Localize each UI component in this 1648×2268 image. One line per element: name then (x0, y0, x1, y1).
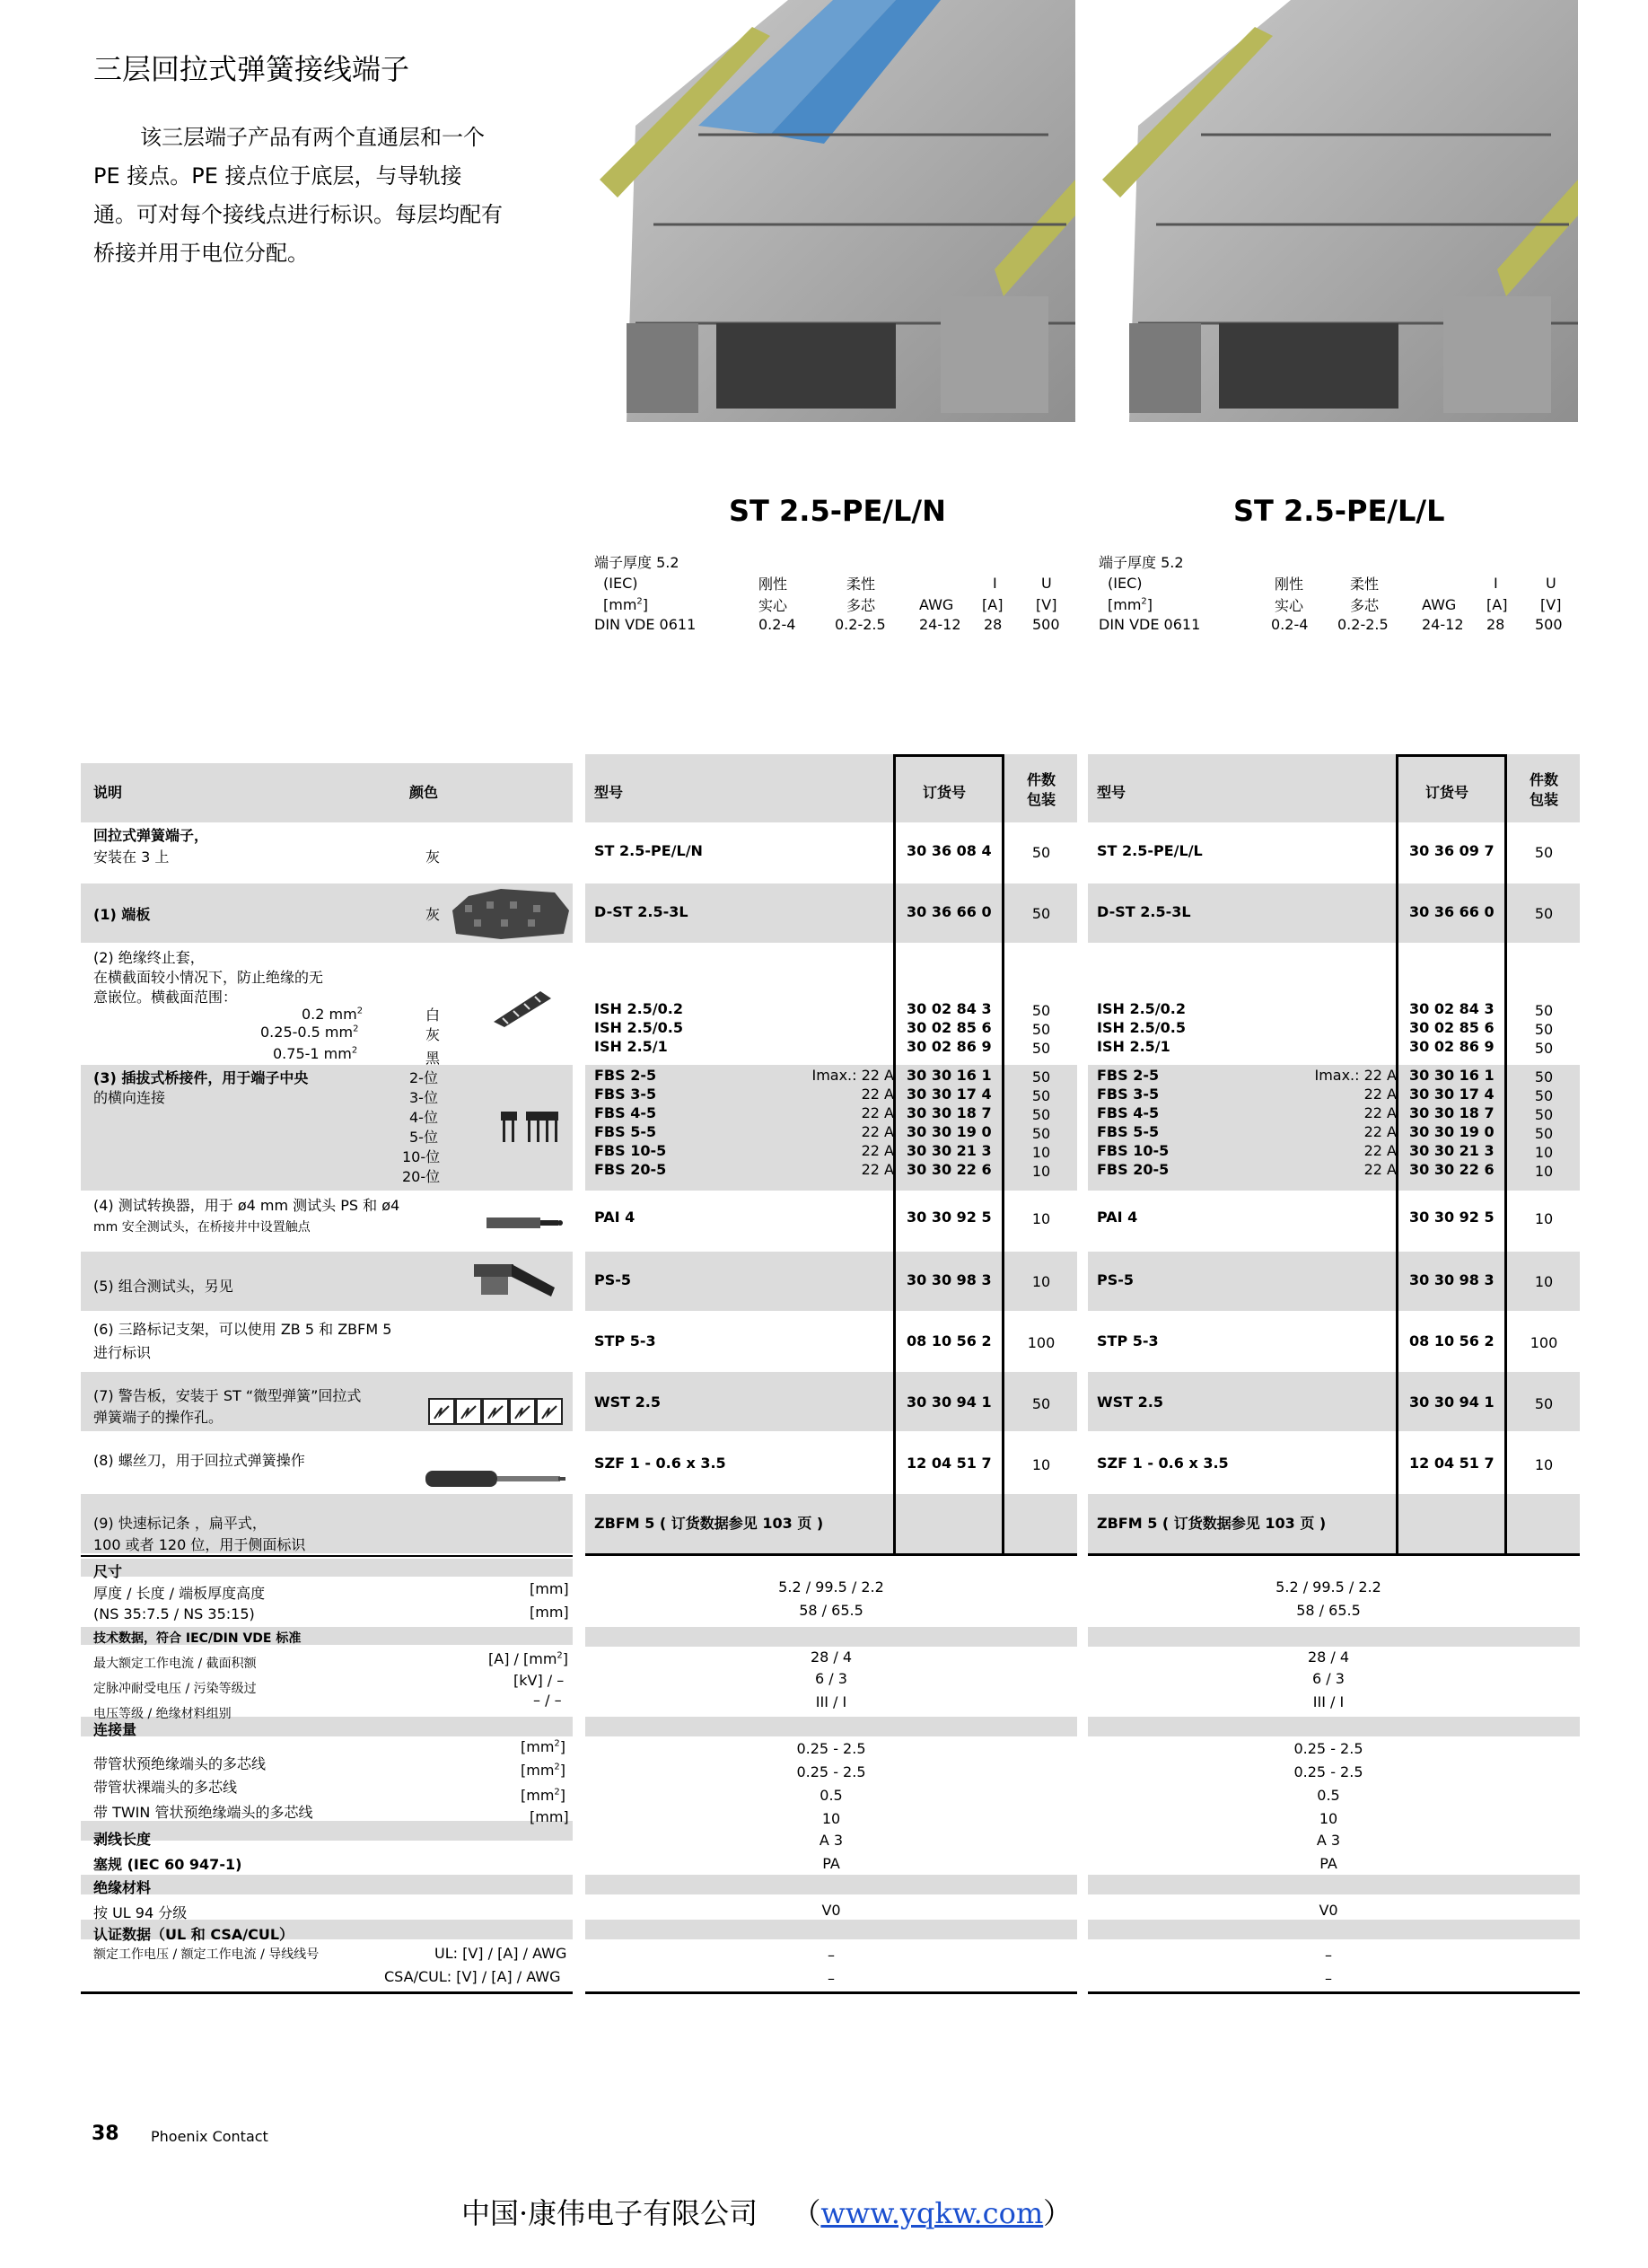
table-row: FBS 3-5 (594, 1086, 657, 1103)
pack-quantity: 100 (1027, 1334, 1056, 1351)
product-name-1: ST 2.5-PE/L/N (729, 494, 946, 528)
pack-quantity: 50 (1534, 1395, 1554, 1412)
pack-quantity: 50 (1031, 1087, 1051, 1104)
table-head-pack: 件数 (1026, 771, 1056, 788)
data-value-tech3: III / I (815, 1693, 847, 1710)
order-number: 30 36 66 0 (907, 903, 992, 920)
pack-quantity: 50 (1031, 1106, 1051, 1123)
order-number: 30 30 21 3 (907, 1142, 992, 1159)
spec-block-1: 端子厚度 5.2 (IEC) $[mm^2]$ 刚性 柔性 I U 实心 多芯 AWG [A] [V] DIN VDE 0611 0.2-4 0.2-2.5 24-12 28 500 (594, 554, 1060, 633)
data-value-gauge: A 3 (1316, 1832, 1341, 1849)
pack-quantity: 10 (1031, 1273, 1051, 1290)
table-row: STP 5-3 (1097, 1332, 1159, 1349)
imax-value: Imax.: 22 A (1314, 1067, 1397, 1084)
imax-value: 22 A (861, 1104, 894, 1121)
pack-quantity: 10 (1534, 1210, 1554, 1227)
table-row: ISH 2.5/0.2 (1097, 1000, 1186, 1017)
data-value-mat: PA (1319, 1855, 1337, 1872)
table-head-order: 订货号 (1425, 784, 1469, 801)
imax-value: 22 A (861, 1123, 894, 1140)
table-row: ISH 2.5/1 (594, 1038, 668, 1055)
table-row: SZF 1 - 0.6 x 3.5 (1097, 1455, 1229, 1472)
order-number: 08 10 56 2 (907, 1332, 992, 1349)
data-value-dim2: 58 / 65.5 (799, 1602, 863, 1619)
data-value-conn3: 0.5 (1317, 1787, 1340, 1804)
pack-quantity: 50 (1031, 1002, 1051, 1019)
imax-value: 22 A (1363, 1104, 1397, 1121)
table-row: FBS 5-5 (594, 1123, 657, 1140)
data-value-gauge: A 3 (819, 1832, 844, 1849)
pack-quantity: 50 (1534, 905, 1554, 922)
order-number: 30 30 21 3 (1409, 1142, 1495, 1159)
description-column: 说明 颜色 回拉式弹簧端子， 安装在 3 上 灰 (1) 端板 灰 (2) 绝缘终止套， 在横截面较小情况下，防止绝缘的无 意嵌位。横截面范围： 0.2 $mm^2$ 0.25-0.5 $mm^2$ 0.75-1 $mm^2$ 白 灰 黑 (3) 插拔式桥接件，用于端子中央 的横向连接 2-位 3-位 4-位 5-位 10-位 20-位 (4) 测试转换器，用于 ø4 mm 测试头 PS 和 ø4 mm 安全测试头，在桥接井中设置触点 (5) 组合测试头，另见 (6) 三路标记支架，可以使用 ZB 5 和 ZBFM 5 进行标识 (7) 警告板，安装于 ST “微型弹簧”回拉式 弹簧端子的操作孔。 (8) 螺丝刀，用于回拉式弹簧操作 (9) 快速标记条 ，扁平式， 100 或者 120 位，用于侧面标识 尺寸 厚度 / 长度 / 端板厚度高度 [mm] (NS 35:7.5 / NS 35:15) [mm] 技术数据，符合 IEC/DIN VDE 标准 最大额定工作电流 / 截面积额 $[A] / [mm^2]$ 定脉冲耐受电压 / 污染等级过 [kV] / – 电压等级 / 绝缘材料组别 – / – 连接量 $[mm^2]$ 带管状预绝缘端头的多芯线 $[mm^2]$ 带管状裸端头的多芯线 $[mm^2]$ 带 TWIN 管状预绝缘端头的多芯线 [mm] 剥线长度 塞规 (IEC 60 947-1) 绝缘材料 按 UL 94 分级 认证数据（UL 和 CSA/CUL） 额定工作电压 / 额定工作电流 / 导线线号 UL: [V] / [A] / AWG CSA/CUL: [V] / [A] / AWG (93, 784, 569, 1985)
pack-quantity: 10 (1534, 1144, 1554, 1161)
spec-block-2: 端子厚度 5.2 (IEC) $[mm^2]$ 刚性 柔性 I U 实心 多芯 AWG [A] [V] DIN VDE 0611 0.2-4 0.2-2.5 24-12 28 500 (1099, 554, 1563, 633)
data-value-csa: – (1325, 1970, 1332, 1987)
imax-value: 22 A (861, 1086, 894, 1103)
pack-quantity: 10 (1534, 1273, 1554, 1290)
table-row: FBS 10-5 (594, 1142, 667, 1159)
table-row: ST 2.5-PE/L/N (594, 842, 703, 859)
pack-quantity: 10 (1031, 1144, 1051, 1161)
order-number: 30 30 98 3 (1409, 1271, 1495, 1288)
order-number: 30 30 92 5 (1409, 1209, 1495, 1226)
page-number: 38 (92, 2123, 119, 2145)
data-value-tech2: 6 / 3 (815, 1670, 847, 1687)
pack-quantity: 50 (1031, 1021, 1051, 1038)
pack-quantity: 50 (1031, 844, 1051, 861)
table-row: FBS 4-5 (1097, 1104, 1160, 1121)
table-head-pack: 包装 (1026, 791, 1056, 808)
order-number: 30 02 85 6 (907, 1019, 992, 1036)
order-number: 30 30 17 4 (907, 1086, 992, 1103)
pack-quantity: 10 (1031, 1163, 1051, 1180)
order-number: 30 30 94 1 (1409, 1393, 1495, 1411)
order-number: 30 30 18 7 (907, 1104, 992, 1121)
pack-quantity: 10 (1534, 1456, 1554, 1473)
table-row: PAI 4 (1097, 1209, 1138, 1226)
table-row: ISH 2.5/0.5 (594, 1019, 683, 1036)
table-row: WST 2.5 (594, 1393, 661, 1411)
order-number: 30 02 85 6 (1409, 1019, 1495, 1036)
table-row: D-ST 2.5-3L (594, 903, 688, 920)
pack-quantity: 10 (1031, 1456, 1051, 1473)
table-row: FBS 10-5 (1097, 1142, 1170, 1159)
imax-value: 22 A (1363, 1086, 1397, 1103)
data-value-dim1: 5.2 / 99.5 / 2.2 (1275, 1578, 1381, 1596)
order-number: 30 02 86 9 (907, 1038, 992, 1055)
table-row: ISH 2.5/1 (1097, 1038, 1170, 1055)
pack-quantity: 50 (1534, 1125, 1554, 1142)
pack-quantity: 10 (1031, 1210, 1051, 1227)
data-value-ul: – (1325, 1947, 1332, 1964)
order-number: 30 36 09 7 (1409, 842, 1495, 859)
page-title: 三层回拉式弹簧接线端子 (93, 52, 410, 86)
table-row: FBS 3-5 (1097, 1086, 1160, 1103)
order-number: 30 02 84 3 (907, 1000, 992, 1017)
imax-value: Imax.: 22 A (811, 1067, 894, 1084)
pack-quantity: 10 (1534, 1163, 1554, 1180)
data-value-conn1: 0.25 - 2.5 (1293, 1740, 1363, 1757)
insulation-stop-image (490, 986, 555, 1029)
table-row: FBS 20-5 (594, 1161, 667, 1178)
table-head-pack: 件数 (1529, 771, 1558, 788)
table-head-type: 型号 (1097, 784, 1126, 801)
brand-name: Phoenix Contact (151, 2128, 268, 2145)
order-number: 08 10 56 2 (1409, 1332, 1495, 1349)
table-row: FBS 5-5 (1097, 1123, 1160, 1140)
data-value-dim2: 58 / 65.5 (1296, 1602, 1361, 1619)
table-row: WST 2.5 (1097, 1393, 1163, 1411)
order-number: 30 30 19 0 (907, 1123, 992, 1140)
pack-quantity: 50 (1534, 1087, 1554, 1104)
footer-company: 中国·康伟电子有限公司 （www.yqkw.com） (461, 2196, 1073, 2230)
data-value-csa: – (828, 1970, 835, 1987)
pack-quantity: 50 (1534, 844, 1554, 861)
intro-text: 该三层端子产品有两个直通层和一个 PE 接点。PE 接点位于底层，与导轨接 通。可对每个接线点进行标识。每层均配有 桥接并用于电位分配。 (93, 125, 503, 266)
order-number: 30 30 16 1 (1409, 1067, 1495, 1084)
pack-quantity: 50 (1534, 1040, 1554, 1057)
data-value-conn3: 0.5 (820, 1787, 843, 1804)
data-value-ul94: V0 (821, 1902, 841, 1919)
data-value-tech1: 28 / 4 (1307, 1648, 1350, 1666)
data-value-strip: 10 (821, 1810, 841, 1827)
table-row: PS-5 (1097, 1271, 1135, 1288)
order-number: 30 30 92 5 (907, 1209, 992, 1226)
pack-quantity: 50 (1534, 1068, 1554, 1086)
table-row: PAI 4 (594, 1209, 636, 1226)
end-plate-image (447, 883, 573, 943)
data-value-tech2: 6 / 3 (1312, 1670, 1345, 1687)
data-value-conn2: 0.25 - 2.5 (796, 1763, 866, 1780)
order-number: 30 30 16 1 (907, 1067, 992, 1084)
product-image-pe-l-n (600, 0, 1075, 426)
table-row: ISH 2.5/0.5 (1097, 1019, 1186, 1036)
order-number: 12 04 51 7 (1409, 1455, 1495, 1472)
table-head-order: 订货号 (923, 784, 967, 801)
order-number: 30 36 08 4 (907, 842, 992, 859)
order-number: 30 30 98 3 (907, 1271, 992, 1288)
table-row: FBS 2-5 (1097, 1067, 1160, 1084)
pack-quantity: 50 (1534, 1002, 1554, 1019)
imax-value: 22 A (861, 1142, 894, 1159)
data-value-ul94: V0 (1319, 1902, 1338, 1919)
pack-quantity: 50 (1031, 1040, 1051, 1057)
data-value-tech1: 28 / 4 (810, 1648, 853, 1666)
table-row: STP 5-3 (594, 1332, 656, 1349)
table-row: PS-5 (594, 1271, 632, 1288)
table-head-type: 型号 (594, 784, 624, 801)
order-number: 30 30 17 4 (1409, 1086, 1495, 1103)
table-row: FBS 20-5 (1097, 1161, 1170, 1178)
table-row: ST 2.5-PE/L/L (1097, 842, 1203, 859)
imax-value: 22 A (1363, 1142, 1397, 1159)
pack-quantity: 50 (1031, 905, 1051, 922)
pack-quantity: 100 (1530, 1334, 1558, 1351)
data-value-strip: 10 (1319, 1810, 1338, 1827)
order-number: 30 02 84 3 (1409, 1000, 1495, 1017)
table-row: FBS 2-5 (594, 1067, 657, 1084)
data-value-conn2: 0.25 - 2.5 (1293, 1763, 1363, 1780)
table-row: FBS 4-5 (594, 1104, 657, 1121)
test-plug-image (472, 1261, 558, 1302)
pack-quantity: 50 (1031, 1125, 1051, 1142)
table-row: D-ST 2.5-3L (1097, 903, 1191, 920)
table-head-pack: 包装 (1529, 791, 1558, 808)
order-number: 30 30 19 0 (1409, 1123, 1495, 1140)
data-value-dim1: 5.2 / 99.5 / 2.2 (778, 1578, 884, 1596)
screwdriver-image (424, 1464, 567, 1494)
product-name-2: ST 2.5-PE/L/L (1233, 494, 1445, 528)
company-url-link[interactable]: www.yqkw.com (820, 2196, 1044, 2230)
data-value-conn1: 0.25 - 2.5 (796, 1740, 866, 1757)
table-row: ZBFM 5 ( 订货数据参见 103 页 ) (594, 1515, 824, 1532)
pack-quantity: 50 (1534, 1021, 1554, 1038)
order-number: 30 30 94 1 (907, 1393, 992, 1411)
imax-value: 22 A (1363, 1161, 1397, 1178)
data-value-ul: – (828, 1947, 835, 1964)
test-adapter-image (483, 1210, 564, 1235)
order-number: 30 30 22 6 (907, 1161, 992, 1178)
table-row: SZF 1 - 0.6 x 3.5 (594, 1455, 726, 1472)
pack-quantity: 50 (1534, 1106, 1554, 1123)
imax-value: 22 A (1363, 1123, 1397, 1140)
order-number: 30 30 18 7 (1409, 1104, 1495, 1121)
table-row: ISH 2.5/0.2 (594, 1000, 683, 1017)
warning-plate-image (425, 1393, 569, 1429)
imax-value: 22 A (861, 1161, 894, 1178)
pack-quantity: 50 (1031, 1395, 1051, 1412)
order-number: 30 02 86 9 (1409, 1038, 1495, 1055)
order-number: 30 30 22 6 (1409, 1161, 1495, 1178)
table-row: ZBFM 5 ( 订货数据参见 103 页 ) (1097, 1515, 1327, 1532)
plug-in-bridge-image (499, 1108, 562, 1147)
data-value-mat: PA (822, 1855, 840, 1872)
order-number: 12 04 51 7 (907, 1455, 992, 1472)
product-image-pe-l-l (1102, 0, 1578, 426)
data-value-tech3: III / I (1312, 1693, 1345, 1710)
order-number: 30 36 66 0 (1409, 903, 1495, 920)
pack-quantity: 50 (1031, 1068, 1051, 1086)
